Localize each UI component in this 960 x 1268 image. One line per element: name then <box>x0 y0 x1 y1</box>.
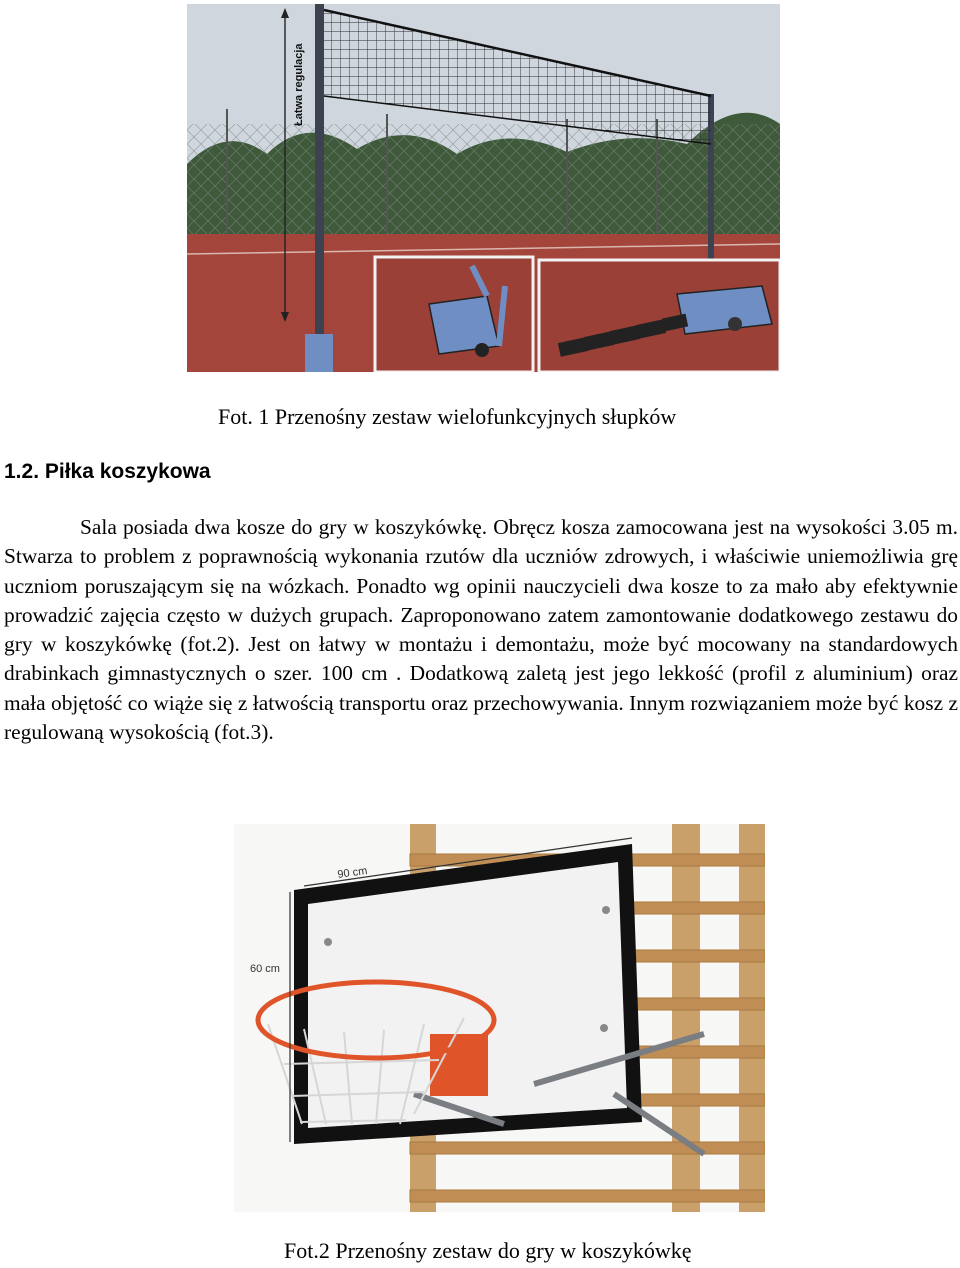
body-paragraph: Sala posiada dwa kosze do gry w koszykówkę. Obręcz kosza zamocowana jest na wysokości 3.05 m. Stwarza to problem z poprawnością wykonania rzutów dla uczniów zdrowych, i właściwie uniemożliwia grę uczniom poruszającym się na wózkach. Ponadto wg opinii nauczycieli dwa kosze to za mało aby efektywnie prowadzić zajęcia często w dużych grupach. Zaproponowano zatem zamontowanie dodatkowego zestawu do gry w koszykówkę (fot.2). Jest on łatwy w montażu i demontażu, może być mocowany na standardowych drabinkach gimnastycznych o szer. 100 cm . Dodatkową zaletą jest jego lekkość (profil z aluminium) oraz mała objętość co wiąże się z łatwością transportu oraz przechowywania. Innym rozwiązaniem może być kosz z regulowaną wysokością (fot.3). <box>4 515 958 745</box>
caption-photo-1: Fot. 1 Przenośny zestaw wielofunkcyjnych słupków <box>218 404 677 429</box>
photo-multipurpose-posts <box>187 4 780 372</box>
caption-photo-2: Fot.2 Przenośny zestaw do gry w koszykówkę <box>284 1238 692 1263</box>
basketball-illustration <box>234 824 765 1212</box>
body-text <box>4 513 958 747</box>
left-post <box>315 4 324 362</box>
width-label: 90 cm <box>336 864 369 881</box>
section-heading: 1.2. Piłka koszykowa <box>4 460 211 483</box>
posts-illustration <box>187 4 780 372</box>
height-label: 60 cm <box>250 963 280 975</box>
adjust-label: Łatwa regulacja <box>293 43 305 126</box>
photo-basketball-set <box>234 824 765 1212</box>
